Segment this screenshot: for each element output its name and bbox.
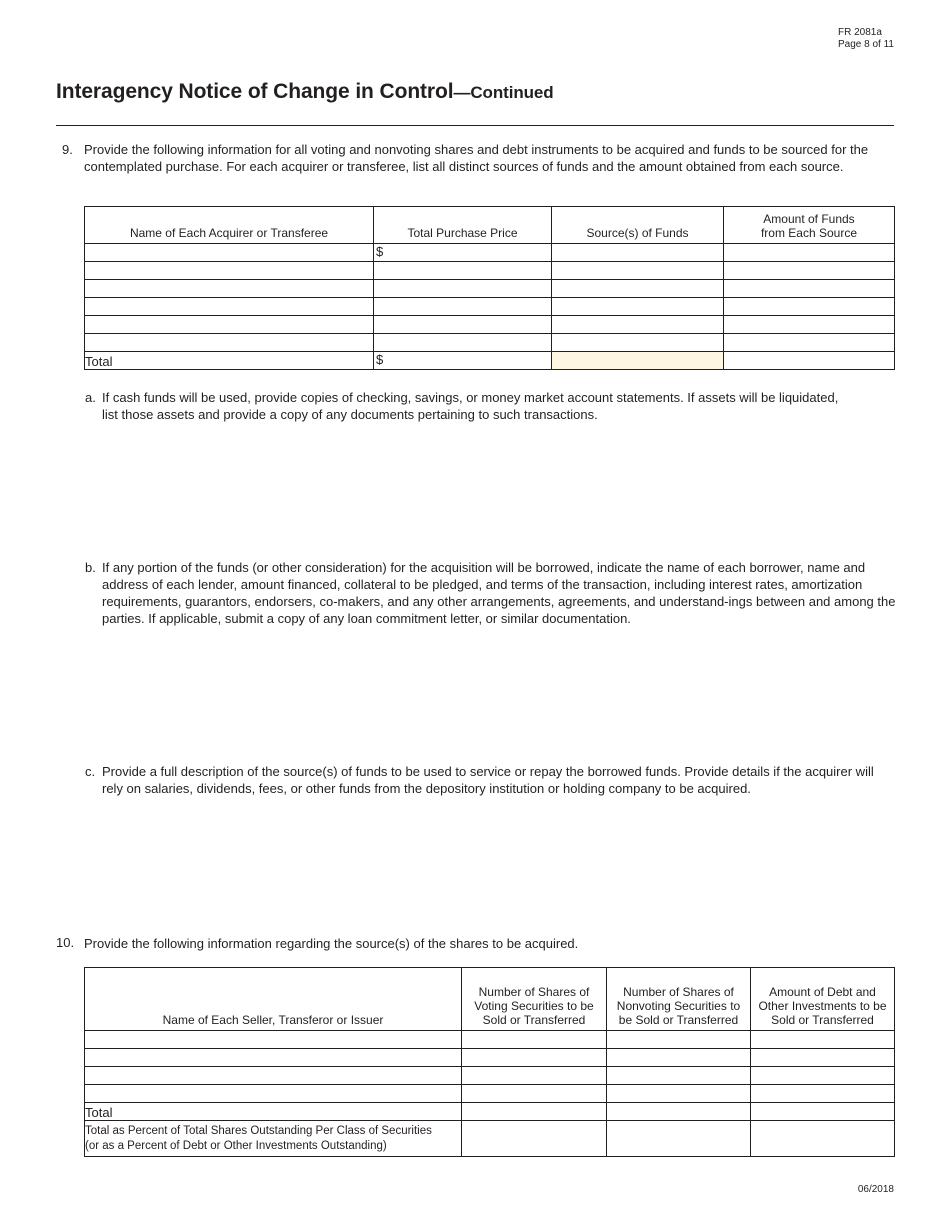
acquirer-name-input[interactable]	[85, 262, 374, 280]
total-amount-input[interactable]	[724, 352, 895, 370]
amount-input[interactable]	[724, 334, 895, 352]
item9-number: 9.	[62, 142, 73, 157]
voting-shares-input[interactable]	[462, 1031, 607, 1049]
table-total-row	[85, 1103, 895, 1121]
table-header-row	[85, 207, 895, 244]
title-main: Interagency Notice of Change in Control	[56, 80, 454, 103]
percent-label-line1: Total as Percent of Total Shares Outstanding Per Class of Securities	[85, 1124, 432, 1137]
table-row	[85, 1067, 895, 1085]
revision-date: 06/2018	[857, 1184, 894, 1195]
item9a-text: If cash funds will be used, provide copies of checking, savings, or money market account statements. If assets will be liquidated, list those assets and provide a copy of any documents pertaining to such transactions.	[102, 390, 839, 422]
acquirer-name-input[interactable]	[85, 280, 374, 298]
total-debt-amount-input[interactable]	[751, 1103, 895, 1121]
acquirer-name-input[interactable]	[85, 334, 374, 352]
acquirer-name-input[interactable]	[85, 298, 374, 316]
total-label: Total	[85, 354, 113, 369]
source-of-funds-input[interactable]	[552, 316, 724, 334]
col-header-seller: Name of Each Seller, Transferor or Issuer	[85, 968, 462, 1031]
debt-amount-input[interactable]	[751, 1049, 895, 1067]
source-of-funds-input[interactable]	[552, 262, 724, 280]
source-of-funds-input[interactable]	[552, 334, 724, 352]
total-sources-shaded-cell	[552, 352, 724, 370]
item9-instructions: Provide the following information for all voting and nonvoting shares and debt instruments to be acquired and funds to be sourced for the contemplated purchase. For each acquirer or transferee, list all distinct sources of funds and the amount obtained from each source.	[84, 142, 869, 174]
item9c-text: Provide a full description of the source(s) of funds to be used to service or repay the borrowed funds. Provide details if the acquirer will rely on salaries, dividends, fees, or other funds from the depository institution or holding company to be acquired.	[102, 764, 874, 796]
acquirer-name-input[interactable]	[85, 244, 374, 262]
total-nonvoting-shares-input[interactable]	[607, 1103, 751, 1121]
percent-nonvoting-shares-input[interactable]	[607, 1121, 751, 1157]
table-row	[85, 1031, 895, 1049]
source-of-funds-input[interactable]	[552, 298, 724, 316]
purchase-price-input[interactable]	[374, 244, 552, 262]
table-row	[85, 244, 895, 262]
table-row	[85, 298, 895, 316]
amount-input[interactable]	[724, 298, 895, 316]
form-identifier	[838, 27, 894, 51]
amount-input[interactable]	[724, 280, 895, 298]
nonvoting-shares-input[interactable]	[607, 1031, 751, 1049]
table-total-row	[85, 352, 895, 370]
col-header-debt-amount: Amount of Debt and Other Investments to be Sold or Transferred	[751, 968, 895, 1031]
item9b-text: If any portion of the funds (or other consideration) for the acquisition will be borrowed, indicate the name of each borrower, name and address of each lender, amount financed, collateral to be pledged, and terms of the transaction, including interest rates, amortization requirements, guarantors, endorsers, co-makers, and any other arrangements, agreements, and understand-ings between and among the parties. If applicable, submit a copy of any loan commitment letter, or similar documentation.	[102, 560, 896, 626]
nonvoting-shares-input[interactable]	[607, 1067, 751, 1085]
table-row	[85, 1049, 895, 1067]
currency-symbol: $	[376, 244, 384, 259]
percent-voting-shares-input[interactable]	[462, 1121, 607, 1157]
col-header-amount-label: Amount of Funds from Each Source	[760, 212, 858, 240]
purchase-price-input[interactable]	[374, 316, 552, 334]
source-of-funds-input[interactable]	[552, 244, 724, 262]
purchase-price-input[interactable]	[374, 262, 552, 280]
total-label-cell	[85, 352, 374, 370]
title-divider	[56, 125, 894, 126]
purchase-price-input[interactable]	[374, 334, 552, 352]
seller-name-input[interactable]	[85, 1067, 462, 1085]
page-title	[56, 80, 554, 104]
col-header-amount	[724, 207, 895, 244]
purchase-price-input[interactable]	[374, 298, 552, 316]
percent-debt-amount-input[interactable]	[751, 1121, 895, 1157]
item9a-letter: a.	[85, 390, 96, 405]
voting-shares-input[interactable]	[462, 1085, 607, 1103]
purchase-price-input[interactable]	[374, 280, 552, 298]
amount-input[interactable]	[724, 316, 895, 334]
total-purchase-price-input[interactable]	[374, 352, 552, 370]
voting-shares-input[interactable]	[462, 1049, 607, 1067]
item9c-letter: c.	[85, 764, 96, 779]
percent-label-cell	[85, 1121, 462, 1157]
amount-input[interactable]	[724, 262, 895, 280]
acquirer-funds-table	[84, 206, 895, 370]
col-header-purchase-price: Total Purchase Price	[374, 207, 552, 244]
total-label: Total	[85, 1105, 113, 1120]
debt-amount-input[interactable]	[751, 1067, 895, 1085]
table-header-row	[85, 968, 895, 1031]
source-of-funds-input[interactable]	[552, 280, 724, 298]
table-percent-row	[85, 1121, 895, 1157]
acquirer-name-input[interactable]	[85, 316, 374, 334]
seller-name-input[interactable]	[85, 1085, 462, 1103]
table-row	[85, 280, 895, 298]
item10-number: 10.	[56, 935, 75, 950]
table-row	[85, 316, 895, 334]
debt-amount-input[interactable]	[751, 1085, 895, 1103]
page-number: Page 8 of 11	[838, 39, 894, 50]
voting-shares-input[interactable]	[462, 1067, 607, 1085]
item9b-letter: b.	[85, 560, 96, 575]
seller-shares-table	[84, 967, 895, 1157]
col-header-voting-shares: Number of Shares of Voting Securities to be Sold or Transferred	[462, 968, 607, 1031]
percent-label-line2: (or as a Percent of Debt or Other Investments Outstanding)	[85, 1139, 387, 1152]
title-suffix: —Continued	[453, 83, 554, 102]
form-number: FR 2081a	[838, 27, 882, 38]
total-label-cell	[85, 1103, 462, 1121]
seller-name-input[interactable]	[85, 1031, 462, 1049]
debt-amount-input[interactable]	[751, 1031, 895, 1049]
col-header-sources: Source(s) of Funds	[552, 207, 724, 244]
col-header-acquirer: Name of Each Acquirer or Transferee	[85, 207, 374, 244]
currency-symbol: $	[376, 352, 384, 367]
item10-instructions: Provide the following information regarding the source(s) of the shares to be acquired.	[84, 936, 579, 951]
table-row	[85, 262, 895, 280]
seller-name-input[interactable]	[85, 1049, 462, 1067]
nonvoting-shares-input[interactable]	[607, 1085, 751, 1103]
nonvoting-shares-input[interactable]	[607, 1049, 751, 1067]
table-row	[85, 1085, 895, 1103]
total-voting-shares-input[interactable]	[462, 1103, 607, 1121]
table-row	[85, 334, 895, 352]
amount-input[interactable]	[724, 244, 895, 262]
col-header-nonvoting-shares: Number of Shares of Nonvoting Securities to be Sold or Transferred	[607, 968, 751, 1031]
